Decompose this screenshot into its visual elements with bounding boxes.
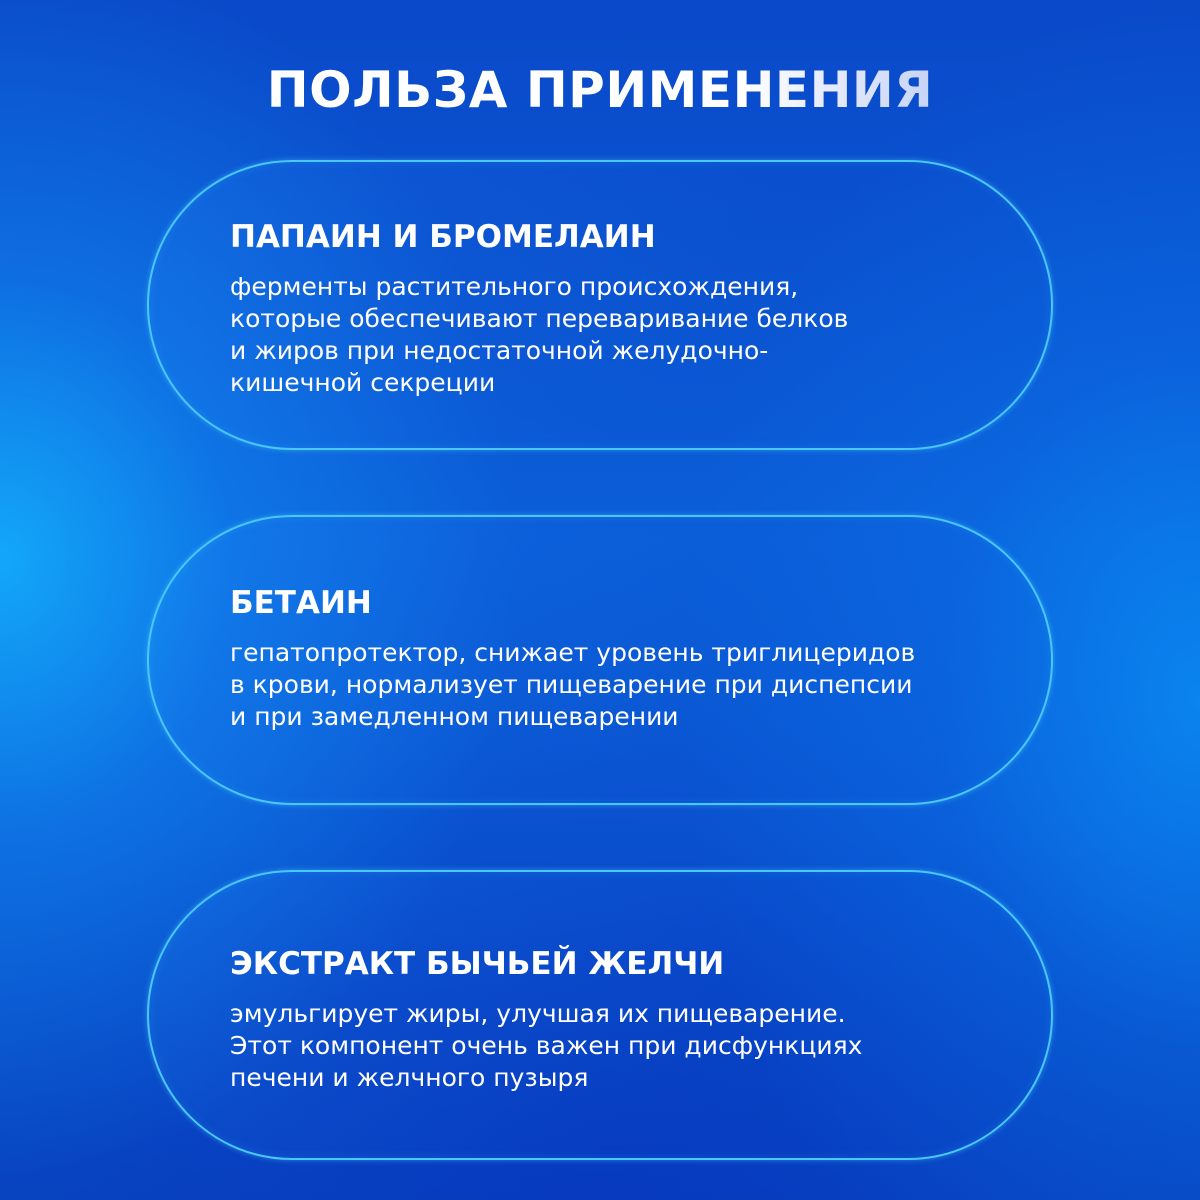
card-heading: ЭКСТРАКТ БЫЧЬЕЙ ЖЕЛЧИ [230,946,725,982]
card-description-line: которые обеспечивают переваривание белков [230,304,849,333]
card-description-line: гепатопротектор, снижает уровень триглицеридов [230,638,916,667]
card-content [230,217,1031,399]
page-title: ПОЛЬЗА ПРИМЕНЕНИЯ [0,60,1200,120]
card-description-line: ферменты растительного происхождения, [230,272,799,301]
card-description-line: и жиров при недостаточной желудочно- [230,336,769,365]
card-description-line: эмульгирует жиры, улучшая их пищеварение. [230,999,846,1028]
benefit-card-ox-bile-extract [147,870,1053,1160]
card-description-line: печени и желчного пузыря [230,1063,589,1092]
card-description-line: и при замедленном пищеварении [230,702,679,731]
card-description-line: в крови, нормализует пищеварение при диспепсии [230,670,913,699]
benefit-card-papain-bromelain [147,160,1053,450]
card-content [230,583,1031,733]
card-heading: БЕТАИН [230,585,372,621]
benefit-card-betaine [147,515,1053,805]
card-heading: ПАПАИН И БРОМЕЛАИН [230,219,656,255]
card-description [230,998,1031,1094]
card-description-line: кишечной секреции [230,368,496,397]
card-content [230,944,1031,1094]
card-description [230,637,1031,733]
card-description-line: Этот компонент очень важен при дисфункциях [230,1031,863,1060]
card-description [230,271,1031,399]
